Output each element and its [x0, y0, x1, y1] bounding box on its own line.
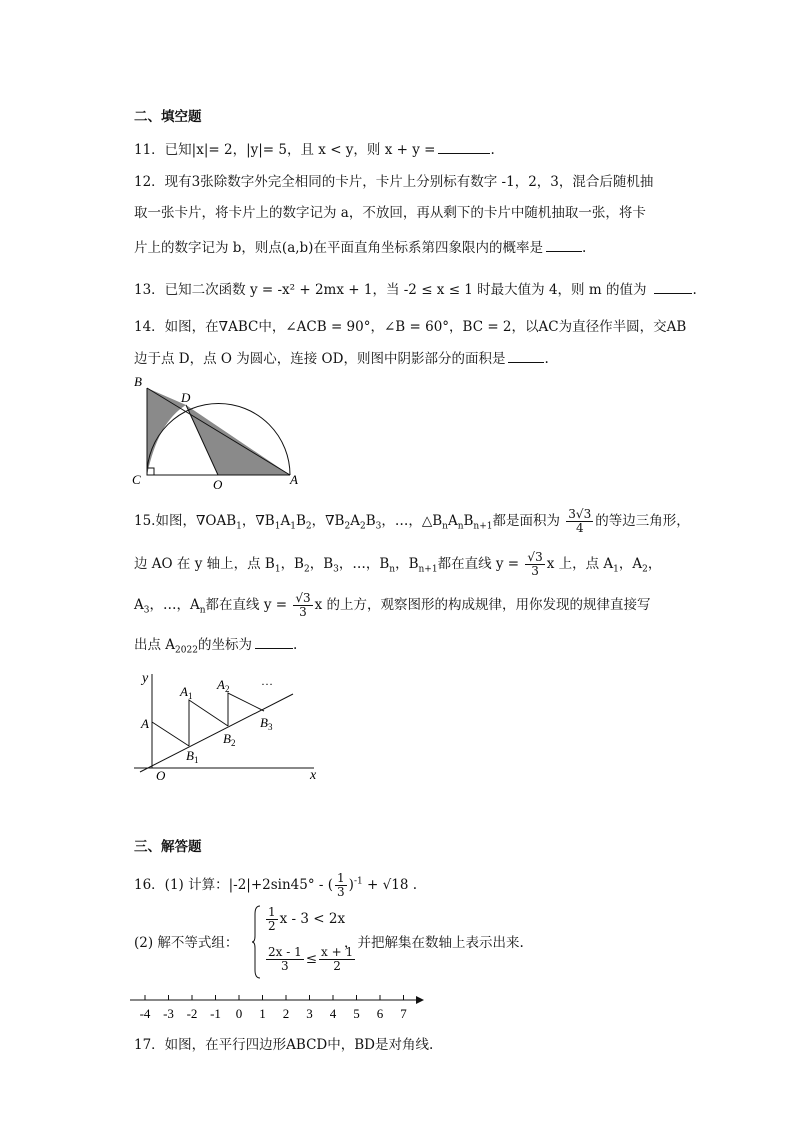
label-continuation-dots: …	[261, 674, 273, 688]
question-14-line2: 边于点 D，点 O 为圆心，连接 OD，则图中阴影部分的面积是 .	[134, 351, 549, 367]
question-17: 17．如图，在平行四边形ABCD中，BD是对角线.	[134, 1037, 434, 1053]
label-a: A	[290, 472, 298, 487]
answer-blank-15	[255, 636, 293, 649]
label-x: x	[310, 768, 317, 783]
answer-blank-13	[654, 281, 692, 294]
tick-label: 7	[400, 1006, 407, 1021]
brace-icon	[252, 904, 262, 980]
section-title-fill-blank: 二、填空题	[134, 109, 202, 125]
fraction-area: $\frac{3√3}{4}$	[568, 507, 592, 535]
tick-label: 0	[235, 1006, 243, 1021]
tick-label: 6	[376, 1006, 384, 1021]
tick-label: 4	[329, 1006, 337, 1021]
label-b3: $B_3$	[260, 715, 273, 732]
inequality-1: $\frac{1}{2}$ x - 3 < 2x	[268, 905, 346, 933]
question-12-line2: 取一张卡片，将卡片上的数字记为 a，不放回，再从剩下的卡片中随机抽取一张，将卡	[134, 205, 646, 221]
question-15-line3: $A_3$，…，$A_n$都在直线 y = $\frac{√3}{3}$ x 的上方，观察图形的构成规律，用你发现的规律直接写	[134, 591, 651, 619]
label-a: A	[141, 716, 149, 731]
question-14-line1: 14．如图，在∇ABC中，∠ACB = 90°，∠B = 60°，BC = 2，以AC为直径作半圆，交AB	[134, 319, 687, 335]
tick-label: -2	[186, 1006, 198, 1021]
fraction-slope-2: $\frac{√3}{3}$	[295, 591, 311, 619]
tick-label: 3	[306, 1006, 313, 1021]
label-b1: $B_1$	[186, 748, 199, 765]
tick-label: -1	[210, 1006, 221, 1021]
question-16-part1: 16．(1) 计算：|-2|+2sin45° - ( $\frac{1}{3}$ )$^{-1}$ + √18 .	[134, 871, 417, 899]
number-line-arrow	[416, 996, 424, 1004]
fraction-slope-1: $\frac{√3}{3}$	[527, 550, 543, 578]
question-12-line3: 片上的数字记为 b，则点(a,b)在平面直角坐标系第四象限内的概率是 .	[134, 240, 587, 256]
question-13: 13．已知二次函数 y = -x² + 2mx + 1，当 -2 ≤ x ≤ 1 时最大值为 4，则 m 的值为 .	[134, 282, 697, 298]
tick-label: 1	[259, 1006, 266, 1021]
answer-blank-14	[508, 350, 544, 363]
label-b2: $B_2$	[223, 731, 236, 748]
number-line	[128, 990, 428, 1024]
fraction-one-third: $\frac{1}{3}$	[337, 871, 345, 899]
tick-label: -4	[139, 1006, 151, 1021]
triangle-b2a2b3	[228, 693, 264, 726]
tick-label: 2	[282, 1006, 290, 1021]
label-o: O	[213, 477, 223, 492]
label-y: y	[142, 671, 149, 686]
section-title-solve: 三、解答题	[134, 839, 202, 855]
inequality-2: $\frac{2x - 1}{3}$ ≤ $\frac{x + 1}{2}$	[268, 945, 354, 973]
line-y-sqrt3-over-3-x	[140, 694, 293, 772]
tick-label: -3	[163, 1006, 174, 1021]
number-line-ticks	[140, 995, 408, 1021]
inequality-system	[252, 904, 354, 980]
label-c: C	[132, 472, 141, 487]
question-15-line4: 出点 $A_{2022}$的坐标为 .	[134, 637, 298, 656]
label-o: O	[156, 768, 166, 783]
label-d: D	[181, 390, 191, 405]
tick-label: 5	[353, 1006, 360, 1021]
answer-blank-12	[546, 239, 582, 252]
figure-q15	[128, 668, 328, 783]
question-15-line1: 15.如图，$\nabla OAB_1$，$\nabla B_1A_1B_2$，$\nabla B_2A_2B_3$，…，$\triangle B_nA_nB_{n+1}$都是面积为 $\frac{3√3}{4}$ 的等边三角形，	[134, 507, 690, 535]
label-b: B	[134, 374, 142, 389]
label-a1: $A_1$	[180, 684, 193, 701]
figure-q14	[128, 372, 308, 492]
question-15-line2: 边 AO 在 y 轴上，点 $B_1$，$B_2$，$B_3$，…，$B_n$，$B_{n+1}$都在直线 y = $\frac{√3}{3}$ x 上，点 $A_1$，$A_2$，	[134, 550, 662, 578]
label-a2: $A_2$	[217, 677, 230, 694]
question-12-line1: 12．现有3张除数字外完全相同的卡片，卡片上分别标有数字 -1，2，3，混合后随机抽	[134, 174, 654, 190]
question-16-part2-label: (2) 解不等式组：	[134, 935, 239, 951]
question-16-part2-end: ，并把解集在数轴上表示出来.	[344, 935, 524, 951]
question-11: 11．已知|x|= 2，|y|= 5，且 x < y，则 x + y = .	[134, 142, 495, 158]
triangle-oab1	[152, 722, 189, 768]
answer-blank-11	[438, 141, 490, 154]
